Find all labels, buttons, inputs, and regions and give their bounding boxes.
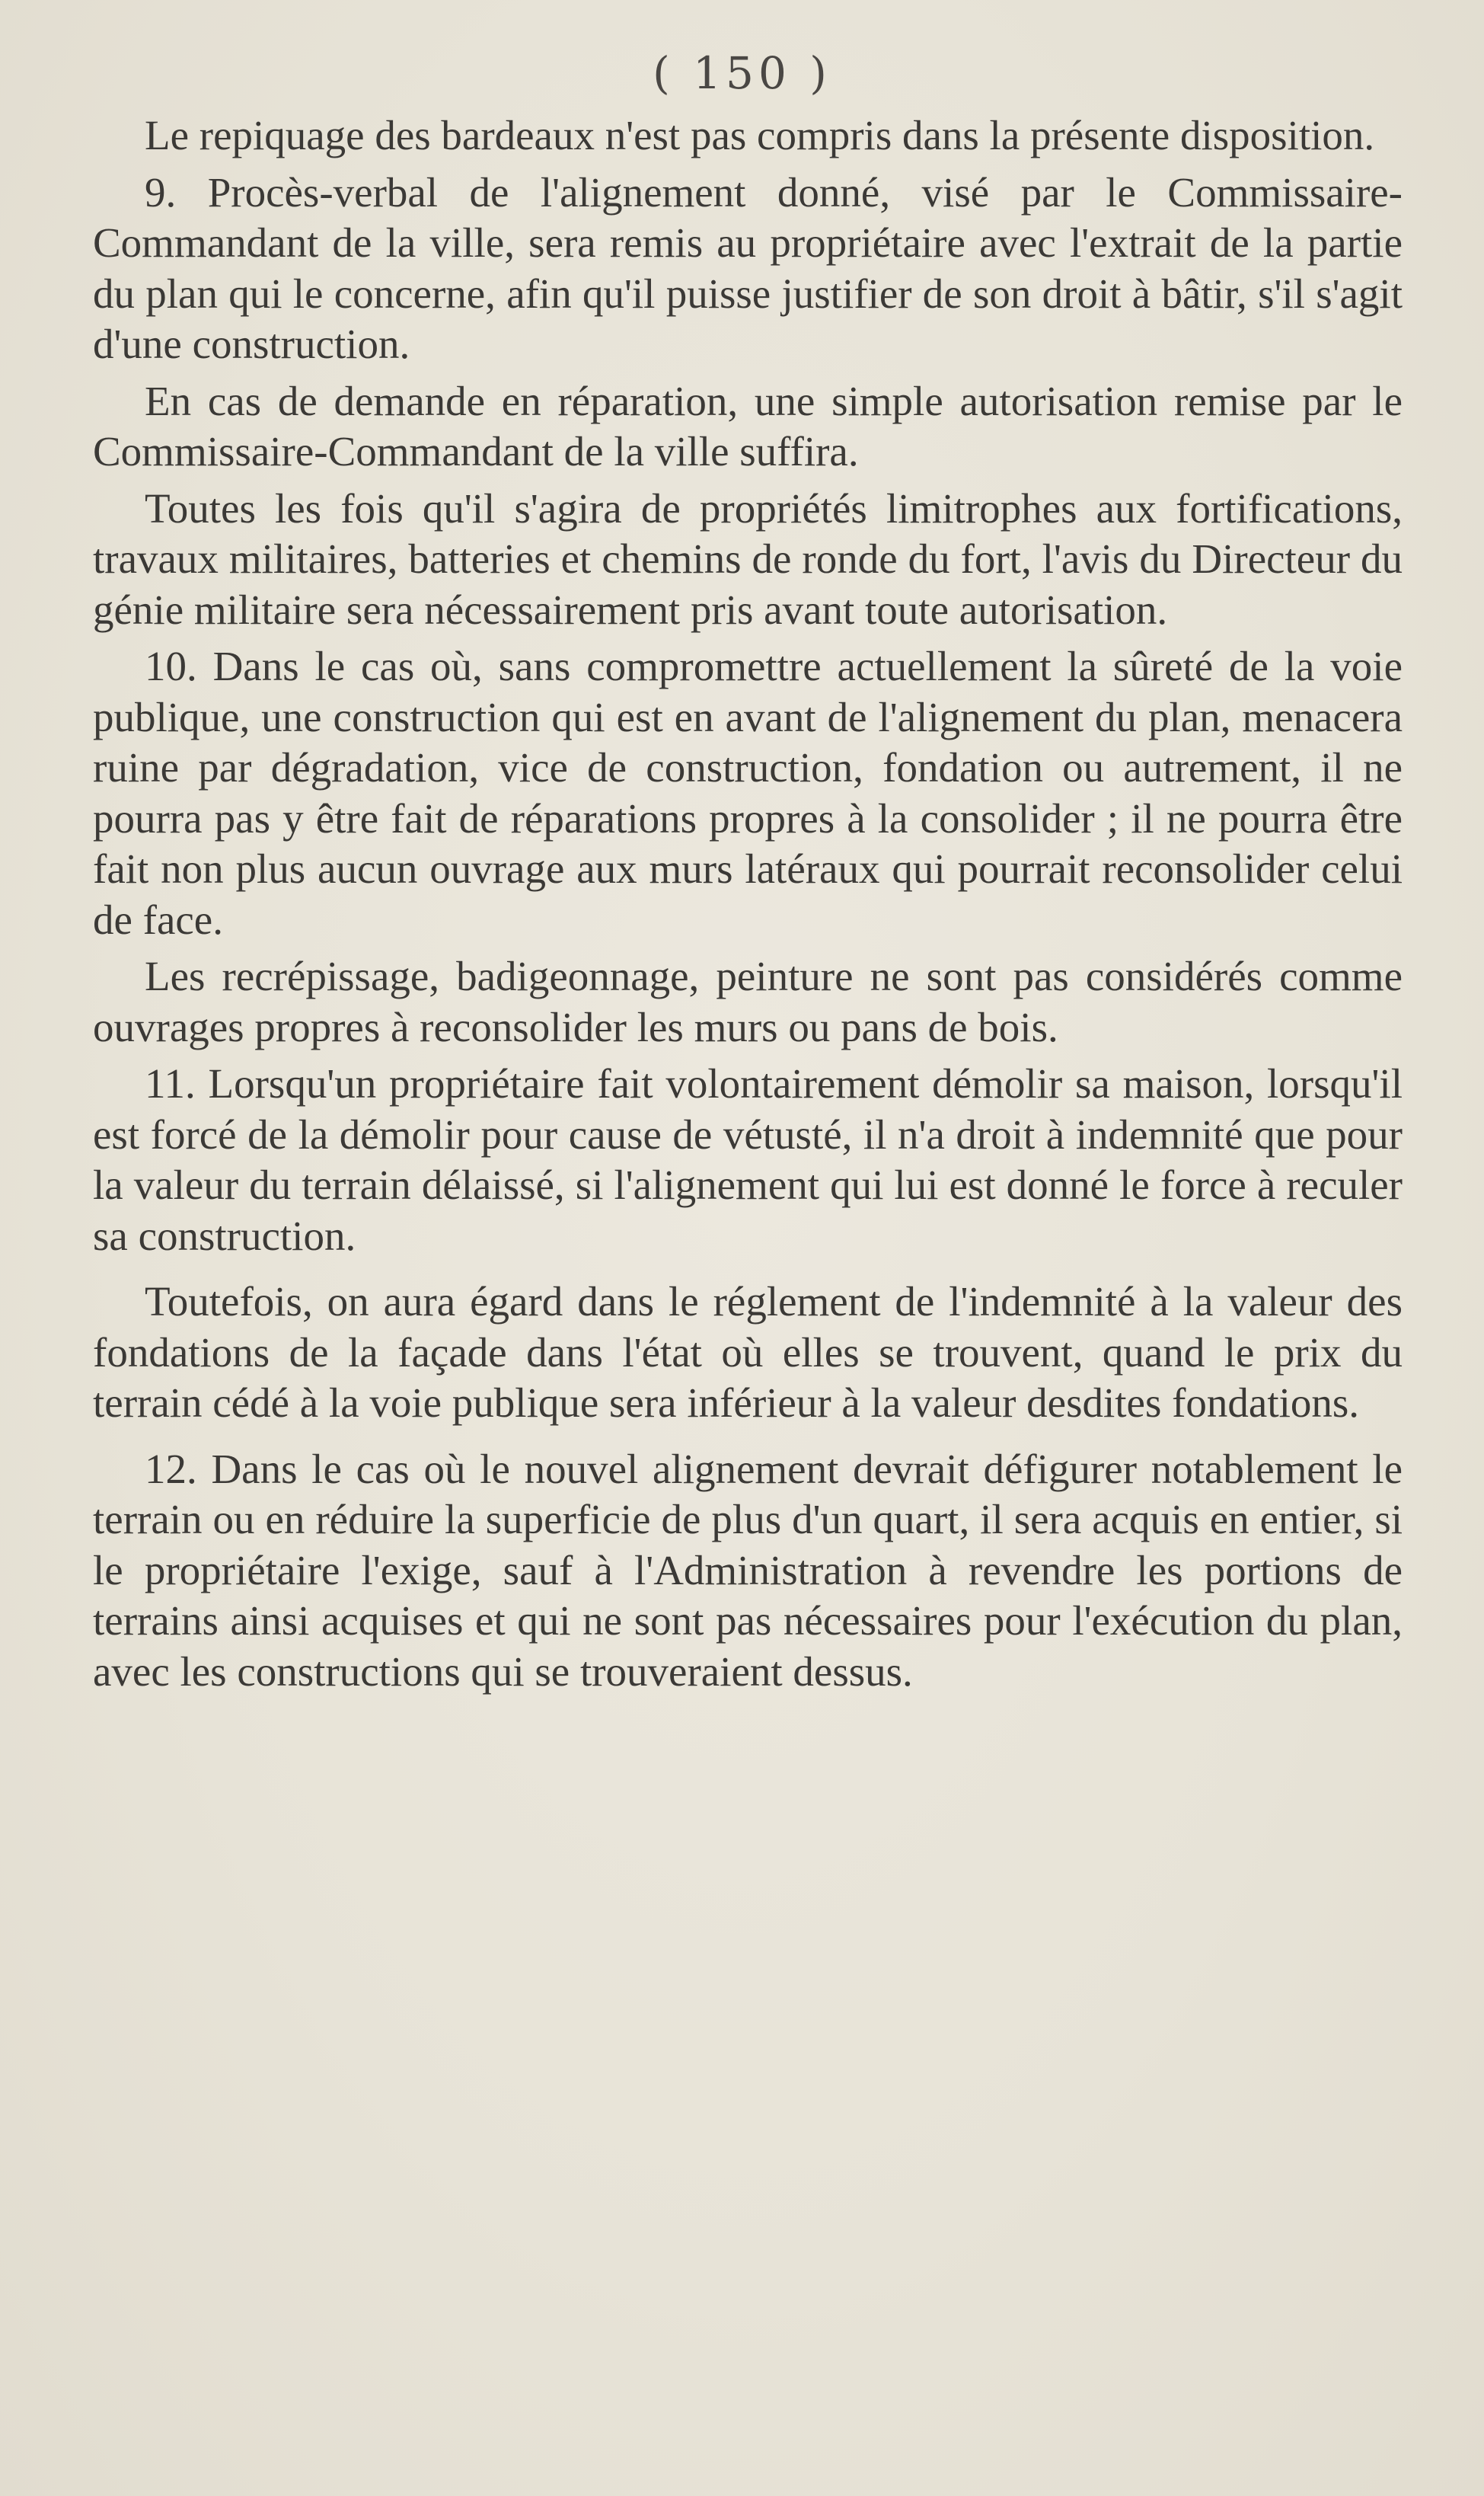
paragraph-reparation: En cas de demande en réparation, une simple autorisation remise par le Commissaire-Commandant de la ville suffira. [93,377,1403,475]
paragraph-article-12: 12. Dans le cas où le nouvel alignement devrait défigurer notablement le terrain ou en réduire la superficie de plus d'un quart, il sera acquis en entier, si le propriétaire l'exige, sauf à l'Administration à revendre les portions de terrains ainsi acquises et qui ne sont pas nécessaires pour l'exécution du plan, avec les constructions qui se trouveraient dessus. [93,1445,1403,1695]
paragraph-continuation: Le repiquage des bardeaux n'est pas compris dans la présente disposition. [145,112,1375,158]
paragraph-fortifications: Toutes les fois qu'il s'agira de propriétés limitrophes aux fortifications, travaux militaires, batteries et chemins de ronde du fort, l'avis du Directeur du génie militaire sera nécessairement pris avant toute autorisation. [93,484,1403,633]
body-text [93,110,1403,1697]
page-number: ( 150 ) [653,47,831,99]
paragraph-article-10: 10. Dans le cas où, sans compromettre actuellement la sûreté de la voie publique, une construction qui est en avant de l'alignement du plan, menacera ruine par dégradation, vice de construction, fondation ou autrement, il ne pourra pas y être fait de réparations propres à la consolider ; il ne pourra être fait non plus aucun ouvrage aux murs latéraux qui pourrait reconsolider celui de face. [93,643,1403,943]
paragraph-article-11: 11. Lorsqu'un propriétaire fait volontairement démolir sa maison, lorsqu'il est forcé de la démolir pour cause de vétusté, il n'a droit à indemnité que pour la valeur du terrain délaissé, si l'alignement qui lui est donné le force à reculer sa construction. [93,1060,1403,1259]
paragraph-article-9: 9. Procès-verbal de l'alignement donné, visé par le Commissaire-Commandant de la ville, sera remis au propriétaire avec l'extrait de la partie du plan qui le concerne, afin qu'il puisse justifier de son droit à bâtir, s'il s'agit d'une construction. [93,168,1403,367]
paragraph-toutefois: Toutefois, on aura égard dans le réglement de l'indemnité à la valeur des fondations de la façade dans l'état où elles se trouvent, quand le prix du terrain cédé à la voie publique sera inférieur à la valeur desdites fondations. [93,1278,1403,1426]
paragraph-recrepissage: Les recrépissage, badigeonnage, peinture ne sont pas considérés comme ouvrages propres à reconsolider les murs ou pans de bois. [93,953,1403,1050]
